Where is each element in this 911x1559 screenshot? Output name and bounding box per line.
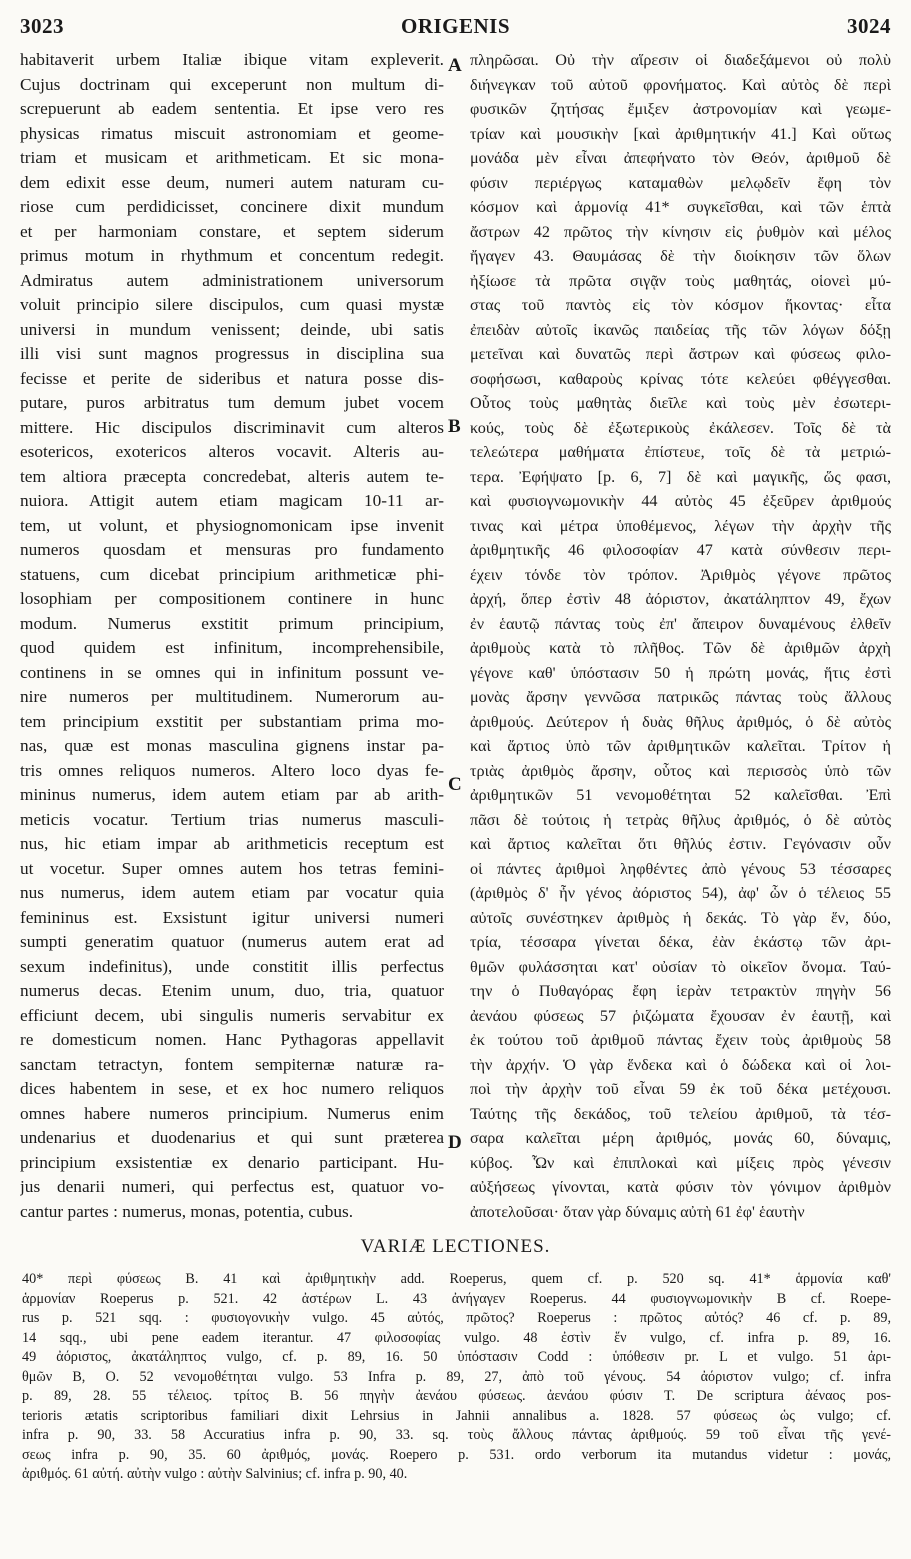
greek-text-line: ἀενάου φύσεως 57 ῥιζώματα ἔχουσαν ἐν ἑαυτῇ, καὶ	[470, 1006, 891, 1025]
latin-text-line: sexum indefinitus), unde constitit illis perfectus	[20, 956, 444, 976]
latin-text-line: illi visi sunt magnos progressus in disciplina sua	[20, 344, 444, 363]
greek-text-line: τερα. Ἐφήψατο [p. 6, 7] δὲ καὶ μαγικῆς, ὥς φασι,	[470, 467, 891, 486]
variae-note-line: rus p. 521 sqq. : φυσιογονικὴν vulgo. 45 αὐτός, πρῶτος? Roeperus : πρῶτος αὐτός? 46 cf. p. 89,	[22, 1310, 891, 1326]
greek-text-line: μονάδα μὲν εἶναι ἀπεφήνατο τὸν Θεόν, ἀριθμοῦ δὲ	[470, 149, 891, 167]
greek-text-line: κύβος. Ὧν καὶ ἐπιπλοκαὶ καὶ μίξεις πρὸς γένεσιν	[470, 1153, 891, 1172]
greek-text-line: πᾶσι δὲ τούτοις ἡ τετρὰς θῆλυς ἀριθμός, ὁ δὲ αὐτὸς	[470, 810, 891, 829]
latin-text-line: mininus numerus, idem autem etiam par ab arith-	[20, 785, 444, 804]
latin-text-line: re domesticum nomen. Hanc Pythagoras appellavit	[20, 1030, 444, 1049]
latin-text-line: fecisse et perite de sideribus et natura posse dis-	[20, 368, 444, 388]
page-number-left: 3023	[20, 14, 64, 38]
greek-text-line: καὶ ἄρτιος ὑπὸ τῶν ἀριθμητικῶν καλεῖται. Τρίτον ἡ	[470, 737, 891, 755]
greek-text-line: σαρα καλεῖται μέρη ἀριθμός, μονάς 60, δύναμις,	[470, 1129, 891, 1147]
latin-text-line: dem edixit esse deum, numeri autem naturam cu-	[20, 172, 444, 192]
greek-text-line: τὴν ἀρχήν. Ὁ γὰρ ἕνδεκα καὶ ὁ δώδεκα καὶ οἱ λοι-	[470, 1055, 891, 1074]
variae-note-line: infra p. 90, 33. 58 Accuratius infra p. 90, 33. sq. τοὺς ἄλλους πάντας ἀριθμούς. 59 τοῦ εἶναι τῆς γενέ-	[22, 1427, 891, 1443]
greek-text-line: σοφήσωσι, καθαροὺς κρίνας τότε κελεύει φθέγγεσθαι.	[470, 369, 891, 388]
greek-text-line: πληρῶσαι. Οὐ τὴν αἵρεσιν οἱ διαδεξάμενοι οὐ πολὺ	[470, 51, 891, 69]
latin-text-line: efficiunt decem, ubi singulis numeris servabitur ex	[20, 1005, 444, 1025]
variae-note-line: ἁρμονίαν Roeperus p. 521. 42 ἀστέρων L. 43 ἀνήγαγεν Roeperus. 44 φυσιογνωμονικὴν B cf. Roepe-	[22, 1290, 891, 1307]
latin-text-line: screpuerunt ab eadem sententia. Et ipse vero res	[20, 99, 444, 118]
greek-text-line: στας τοῦ παντὸς εἰς τὸν κόσμον ἥκοντας· εἶτα	[470, 296, 891, 314]
latin-text-line: esotericos, exotericos alteros vocavit. Alteris au-	[20, 442, 444, 461]
latin-text-line: habitaverit urbem Italiæ ibique vitam expleverit.	[20, 50, 444, 69]
latin-text-line: mittere. Hic discipulos discriminavit cum alteros	[20, 417, 444, 437]
latin-text-line: tem altiora præcepta concredebat, alteris autem te-	[20, 466, 444, 486]
latin-column	[20, 48, 444, 1224]
margin-marker-a: A	[448, 55, 462, 76]
latin-text-line: tris omnes reliquos numeros. Altero loco dyas fe-	[20, 760, 444, 780]
latin-text-line: ut vocetur. Super omnes autem hos tetras femini-	[20, 858, 444, 878]
greek-text-line: τριὰς ἀριθμὸς ἄρσην, οὗτος καὶ περισσὸς ὑπὸ τῶν	[470, 761, 891, 780]
greek-text-line: κούς, τοὺς δὲ ἐξωτερικοὺς ἐκάλεσεν. Τοῖς δὲ τὰ	[470, 418, 891, 437]
page-number-right: 3024	[847, 14, 891, 38]
margin-marker-d: D	[448, 1132, 462, 1153]
greek-text-line: (ἀριθμὸς δ' ἦν γένος ἀόριστος 54), ἀφ' ὧν ὁ τέλειος 55	[470, 884, 891, 902]
latin-text-line: undenarius et duodenarius et qui sunt præterea	[20, 1128, 444, 1147]
latin-text-line: quod quidem est infinitum, incomprehensibile,	[20, 638, 444, 657]
greek-text-line: ἄστρων 42 πρῶτος τὴν κίνησιν εἰς ῥυθμὸν καὶ μέλος	[470, 222, 891, 241]
variae-note-line: θμῶν B, O. 52 νενομοθέτηται vulgo. 53 Infra p. 89, 27, ἀπὸ τοῦ γένους. 54 ἀόριστον vulgo; cf. infra	[22, 1368, 891, 1385]
latin-text-line: meticis vocatur. Tertium trias numerus masculi-	[20, 809, 444, 829]
latin-text-line: cantur partes : numerus, monas, potentia, cubus.	[20, 1201, 354, 1221]
greek-text-line: ἀρχή, ὅπερ ἐστὶν 48 ἀόριστον, ἀκατάληπτον 49, ἔχων	[470, 590, 891, 608]
variae-note-line: ἀριθμός. 61 αὐτή. αὐτὴν vulgo : αὐτὴν Salvinius; cf. infra p. 90, 40.	[22, 1466, 408, 1482]
latin-text-line: jus denarii numeri, qui perfectus est, quatuor vo-	[20, 1177, 444, 1196]
latin-text-line: Cujus doctrinam qui exceperunt non multum di-	[20, 74, 444, 94]
latin-text-line: femininus est. Exsistunt igitur universi numeri	[20, 907, 444, 927]
greek-text-line: ἀριθμούς. Δεύτερον ἡ δυὰς θῆλυς ἀριθμός, ὁ δὲ αὐτὸς	[470, 712, 891, 731]
latin-text-line: numeros quosdam et mensuras pro fundamento	[20, 540, 444, 559]
latin-text-line: losophiam per compositionem continere in hunc	[20, 589, 444, 608]
greek-text-line: μετεῖναι καὶ δυνατῶς περὶ ἄστρων καὶ φύσεως φιλο-	[470, 345, 891, 363]
greek-text-line: Οὗτος τοὺς μαθητὰς διεῖλε καὶ τοὺς μὲν ἐσωτερι-	[470, 394, 891, 412]
greek-text-line: μονὰς ἄρσην γεννῶσα πατρικῶς πάντας τοὺς ἄλλους	[470, 688, 891, 706]
variae-note-line: 40* περὶ φύσεως B. 41 καὶ ἀριθμητικὴν add. Roeperus, quem cf. p. 520 sq. 41* ἁρμονία καθ'	[22, 1271, 891, 1287]
latin-text-line: sanctam tetractyn, fontem sempiternæ naturæ ra-	[20, 1054, 444, 1074]
latin-text-line: physicas rimatus miscuit astronomiam et geome-	[20, 123, 444, 143]
running-head	[20, 14, 891, 44]
greek-text-line: τρία, τέσσαρα γίνεται δέκα, ἐὰν ἑκάστῳ τῶν ἀρι-	[470, 933, 891, 951]
latin-text-line: riose cum perdidicisset, concinere dixit mundum	[20, 197, 444, 216]
variae-lectiones-notes	[22, 1270, 891, 1552]
greek-text-line: φυσικῶν ζητήσας ἔμιξεν ἀστρονομίαν καὶ γεωμε-	[470, 100, 891, 118]
latin-text-line: universi in mundum venissent; deinde, ubi satis	[20, 319, 444, 339]
latin-text-line: voluit principio silere discipulos, cum quasi mystæ	[20, 295, 444, 314]
latin-text-line: et per harmoniam constare, et septem siderum	[20, 221, 444, 241]
latin-text-line: nus numerus, idem autem etiam par vocatur quia	[20, 883, 444, 902]
latin-text-line: numerus decas. Etenim unum, duo, tria, quatuor	[20, 981, 444, 1000]
latin-text-line: statuens, cum dicebat principium arithmeticæ phi-	[20, 564, 444, 584]
variae-note-line: 14 sqq., ubi pene eadem iterantur. 47 φιλοσοφίας vulgo. 48 ἐστὶν ἕν vulgo, cf. infra p. 89, 16.	[22, 1329, 891, 1346]
greek-text-line: αὐτοῖς συνέστηκεν ἀριθμὸς ἡ δεκάς. Τὸ γὰρ ἕν, δύο,	[470, 908, 891, 927]
greek-text-line: ἀριθμοὺς κατὰ τὸ πλῆθος. Τῶν δὲ ἀριθμῶν ἀρχὴ	[470, 639, 891, 657]
latin-text-line: nus, hic etiam impar ab arithmeticis receptum est	[20, 834, 444, 853]
greek-column	[470, 48, 891, 1224]
latin-text-line: omnes habere numeros principium. Numerus enim	[20, 1103, 444, 1123]
greek-text-line: ἀριθμητικῶν 51 νενομοθέτηται 52 καλεῖσθαι. Ἐπὶ	[470, 786, 891, 804]
greek-text-line: ἐπειδὰν αὐτοῖς ἱκανῶς παιδείας τῆς τῶν λόγων δόξῃ	[470, 320, 891, 339]
margin-marker-c: C	[448, 774, 462, 795]
greek-text-line: έχειν τόνδε τὸν τρόπον. Ἀριθμὸς γέγονε πρῶτος	[470, 565, 891, 584]
greek-text-line: ἤγαγεν 43. Θαυμάσας δὲ τὴν διοίκησιν τῶν ὅλων	[470, 247, 891, 265]
greek-text-line: Ταύτης τῆς δεκάδος, τοῦ τελείου ἀριθμοῦ, τὰ τέσ-	[470, 1104, 891, 1123]
latin-text-line: continens in se omnes qui in infinitum possunt ve-	[20, 662, 444, 682]
variae-note-line: 49 ἀόριστος, ἀκατάληπτος vulgo, cf. p. 89, 16. 50 ὑπόστασιν Codd : ὑπόθεσιν pr. L et vulgo. 51 ἀρι-	[22, 1349, 891, 1365]
greek-text-line: ἐν ἑαυτῷ πάντας τοὺς ἐπ' ἄπειρον δυναμένους ἐλθεῖν	[470, 614, 891, 633]
greek-text-line: διήνεγκαν τοῦ αὐτοῦ φρονήματος. Καὶ αὐτὸς δὲ περὶ	[470, 75, 891, 94]
greek-text-line: φύσιν περιέργως καταμαθὼν μελῳδεῖν ἔφη τὸν	[470, 173, 891, 192]
latin-text-line: tem, ut volunt, et physiognomonicam ipse invenit	[20, 515, 444, 535]
latin-text-line: principium exsistentiæ ex denario participant. Hu-	[20, 1152, 444, 1172]
latin-text-line: nire numeros per multitudinem. Numerorum au-	[20, 687, 444, 706]
greek-text-line: κόσμον καὶ ἁρμονίᾳ 41* συγκεῖσθαι, καὶ τῶν ἑπτὰ	[470, 198, 891, 216]
greek-text-line: καὶ φυσιογνωμονικὴν 44 αὐτὸς 45 ἐξεῦρεν ἀριθμούς	[470, 492, 891, 510]
greek-text-line: καὶ ἄρτιος καλεῖται ὅτι θῆλύς ἐστιν. Γεγόνασιν οὖν	[470, 835, 891, 853]
latin-text-line: dices habentem in sese, et ex hoc numero reliquos	[20, 1079, 444, 1098]
greek-text-line: ἠξίωσε τὰ πρῶτα σιγᾷν τοὺς μαθητάς, οἱονεὶ μύ-	[470, 271, 891, 290]
greek-text-line: αὐξήσεως γίνονται, κατὰ φύσιν τὸν γόνιμον ἀριθμὸν	[470, 1178, 891, 1196]
greek-text-line: οἱ πάντες ἀριθμοὶ ληφθέντες ἀπὸ γένους 53 τέσσαρες	[470, 859, 891, 878]
latin-text-line: sumpti generatim quatuor (numerus autem erat ad	[20, 932, 444, 951]
variae-note-line: p. 89, 28. 55 τέλειος. τρίτος B. 56 πηγὴν ἀενάου φύσεως. ἀενάου φύσιν T. De scriptura ἀέναος pos-	[22, 1388, 891, 1404]
margin-marker-b: B	[448, 416, 461, 437]
latin-text-line: triam et musicam et arithmeticam. Et sic mona-	[20, 148, 444, 167]
latin-text-line: nas, quæ est monas masculina gignens instar pa-	[20, 736, 444, 755]
greek-text-line: τρίαν καὶ μουσικὴν [καὶ ἀριθμητικήν 41.] Καὶ οὕτως	[470, 124, 891, 143]
latin-text-line: putare, puros arbitratus tum demum jubet vocem	[20, 393, 444, 412]
variae-note-line: σεως infra p. 90, 35. 60 ἀριθμός, μονάς. Roepero p. 531. ordo verborum ita mutandus videtur : μονάς,	[22, 1446, 891, 1463]
latin-text-line: modum. Numerus exstitit primum principium,	[20, 613, 444, 633]
latin-text-line: nuiora. Attigit autem etiam magicam 10-11 ar-	[20, 491, 444, 510]
greek-text-line: γέγονε καθ' ὑπόστασιν 50 ἡ πρώτη μονάς, ἥτις ἐστὶ	[470, 663, 891, 682]
greek-text-line: ἐκ τούτου τοῦ ἀριθμοῦ πάντας ἔχειν τοὺς ἀριθμοὺς 58	[470, 1031, 891, 1049]
greek-text-line: τελεώτερα μαθήματα ἐπίστευε, τοῖς δὲ τὰ μετριώ-	[470, 443, 891, 461]
greek-text-line: ἀριθμητικῆς 46 φιλοσοφίαν 47 κατὰ σύνθεσιν περι-	[470, 541, 891, 559]
greek-text-line: την ὁ Πυθαγόρας ἔφη ἱερὰν τετρακτὺν πηγὴν 56	[470, 982, 891, 1000]
variae-note-line: terioris ætatis scriptoribus familiari dixit Lehrsius in Jahnii annalibus a. 1828. 57 φύσεως ὡς vulgo; cf.	[22, 1407, 891, 1424]
greek-text-line: θμῶν φυλάσσηται κατ' οὐσίαν τὸ οἰκεῖον ὄνομα. Ταύ-	[470, 957, 891, 976]
latin-text-line: primus motum in rhythmum et concentum redegit.	[20, 246, 444, 265]
variae-lectiones-title: VARIÆ LECTIONES.	[360, 1236, 551, 1257]
latin-text-line: Admiratus autem administrationem universorum	[20, 270, 444, 290]
greek-text-line: ποὶ τὴν ἀρχὴν τοῦ εἶναι 59 ἐκ τοῦ δέκα μετέχουσι.	[470, 1080, 891, 1098]
greek-text-line: τινας καὶ μέτρα ὑποθέμενος, λέγων τὴν ἀρχὴν τῆς	[470, 516, 891, 535]
running-title: ORIGENIS	[400, 14, 511, 38]
latin-text-line: tem principium exstitit per substantiam prima mo-	[20, 711, 444, 731]
greek-text-line: ἀποτελοῦσαι· ὅταν γὰρ δύναμις αὐτὴ 61 ἐφ' ἑαυτὴν	[470, 1202, 805, 1221]
